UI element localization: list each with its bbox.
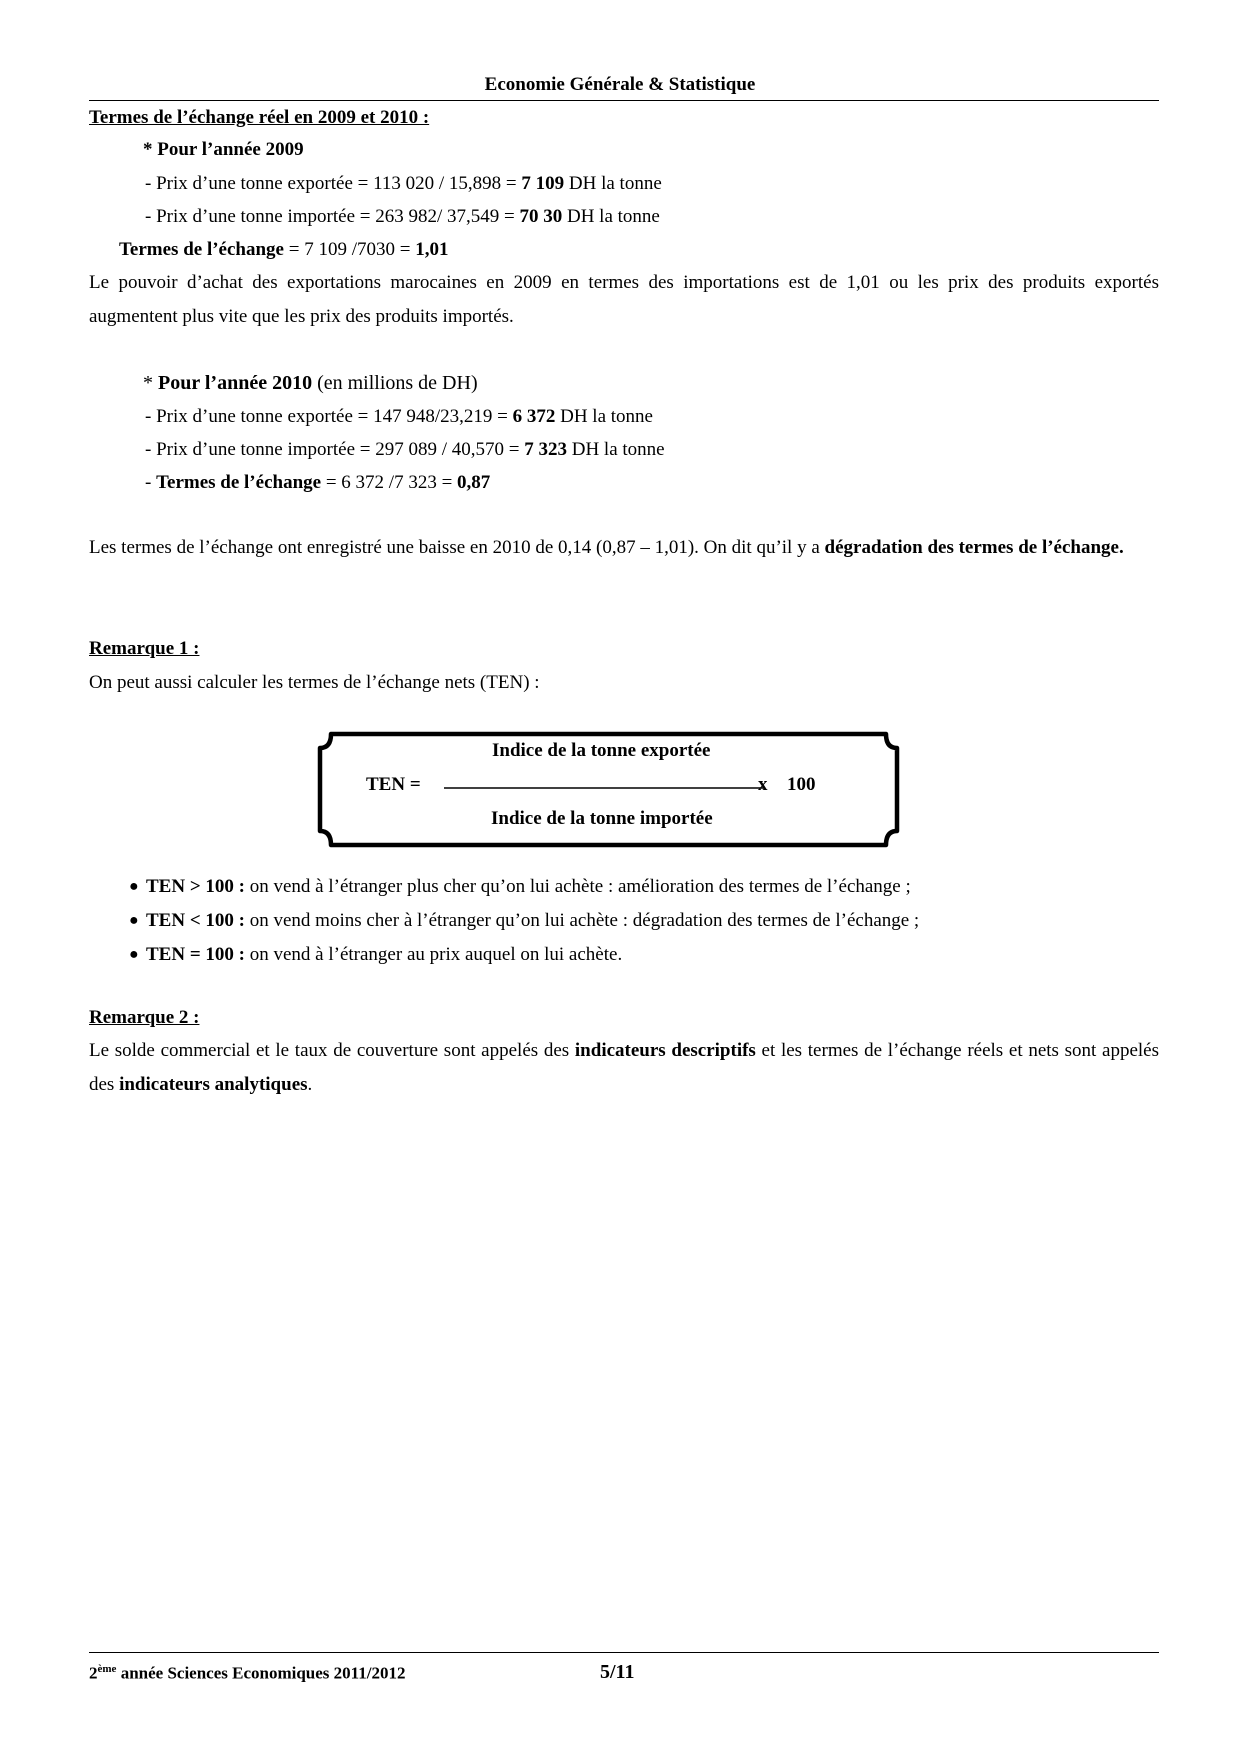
export-price-2009: - Prix d’une tonne exportée = 113 020 / 15,898 = 7 109 DH la tonne [145,173,662,194]
formula-denominator: Indice de la tonne importée [491,808,713,829]
remark1-heading: Remarque 1 : [89,638,200,659]
header-rule [89,100,1159,101]
year-2010-heading: * Pour l’année 2010 (en millions de DH) [143,372,478,394]
list-item: ● TEN > 100 : on vend à l’étranger plus cher qu’on lui achète : amélioration des termes de l’échange ; [89,870,919,904]
remark2-heading: Remarque 2 : [89,1007,200,1028]
formula-times: x [758,774,768,795]
bullet-icon: ● [129,878,139,895]
page-number: 5/11 [600,1661,635,1683]
ten-interpretation-list [89,870,919,972]
bullet-icon: ● [129,946,139,963]
list-item: ● TEN = 100 : on vend à l’étranger au prix auquel on lui achète. [89,938,919,972]
terms-2009: Termes de l’échange = 7 109 /7030 = 1,01 [119,239,449,260]
conclusion-paragraph: Les termes de l’échange ont enregistré une baisse en 2010 de 0,14 (0,87 – 1,01). On dit qu’il y a dégradation des termes de l’échange. [89,537,1124,558]
terms-2010: - Termes de l’échange = 6 372 /7 323 = 0,87 [145,472,491,493]
remark1-intro: On peut aussi calculer les termes de l’échange nets (TEN) : [89,672,540,693]
import-price-2009: - Prix d’une tonne importée = 263 982/ 37,549 = 70 30 DH la tonne [145,206,660,227]
comment-2009: Le pouvoir d’achat des exportations marocaines en 2009 en termes des importations est de 1,01 ou les prix des produits exportés augmentent plus vite que les prix des produits importés. [89,272,1159,327]
ten-formula-box [317,731,900,848]
year-2009-heading: * Pour l’année 2009 [143,139,304,160]
header-title: Economie Générale & Statistique [484,74,756,95]
remark2-paragraph: Le solde commercial et le taux de couverture sont appelés des indicateurs descriptifs et les termes de l’échange réels et nets sont appelés des indicateurs analytiques. [89,1040,1159,1095]
list-item: ● TEN < 100 : on vend moins cher à l’étranger qu’on lui achète : dégradation des termes de l’échange ; [89,904,919,938]
footer-course: 2ème année Sciences Economiques 2011/2012 [89,1663,406,1683]
import-price-2010: - Prix d’une tonne importée = 297 089 / 40,570 = 7 323 DH la tonne [145,439,665,460]
bullet-icon: ● [129,912,139,929]
export-price-2010: - Prix d’une tonne exportée = 147 948/23,219 = 6 372 DH la tonne [145,406,653,427]
formula-factor: 100 [787,774,816,795]
section-heading: Termes de l’échange réel en 2009 et 2010 : [89,107,430,128]
formula-lhs: TEN = [366,774,421,795]
formula-numerator: Indice de la tonne exportée [492,740,711,761]
footer-rule [89,1652,1159,1653]
